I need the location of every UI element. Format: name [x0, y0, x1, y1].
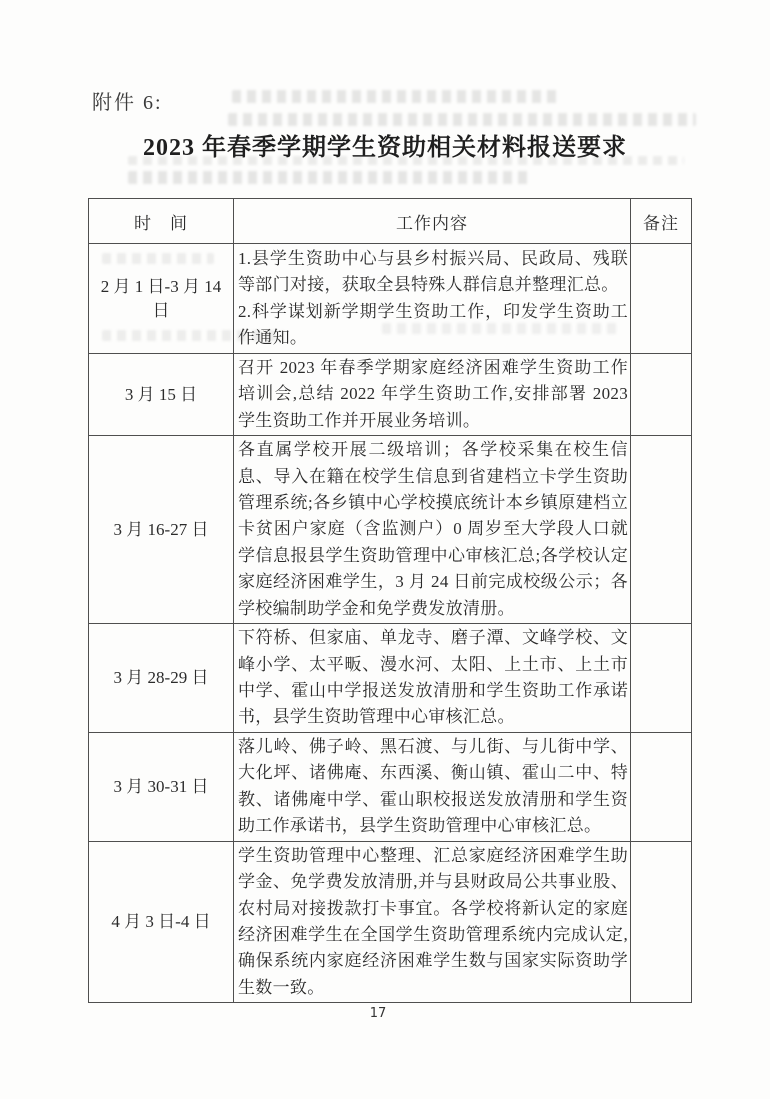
content-paragraph: 各直属学校开展二级培训；各学校采集在校生信息、导入在籍在校学生信息到省建档立卡学生资助管理系统;各乡镇中心学校摸底统计本乡镇原建档立卡贫困户家庭（含监测户）0 周岁至大学段人口就学信息报县学生资助管理中心审核汇总;各学校认定家庭经济困难学生，3 月 24 日前完成校级公示；各学校编制助学金和免学费发放清册。	[238, 440, 628, 618]
time-cell: 4 月 3 日-4 日	[89, 841, 234, 1002]
show-through-artifact	[128, 171, 530, 184]
requirements-table	[88, 198, 692, 1003]
header-remark: 备注	[631, 199, 692, 244]
remark-cell	[631, 436, 692, 624]
content-cell	[234, 244, 631, 354]
time-cell: 3 月 30-31 日	[89, 733, 234, 842]
table-row	[89, 733, 692, 842]
show-through-artifact	[232, 90, 562, 103]
remark-cell	[631, 354, 692, 436]
content-cell	[234, 733, 631, 842]
content-paragraph: 学生资助管理中心整理、汇总家庭经济困难学生助学金、免学费发放清册,并与县财政局公共事业股、农村局对接拨款打卡事宜。各学校将新认定的家庭经济困难学生在全国学生资助管理系统内完成认定,确保系统内家庭经济困难学生数与国家实际资助学生数一致。	[238, 845, 628, 997]
time-cell: 3 月 16-27 日	[89, 436, 234, 624]
remark-cell	[631, 733, 692, 842]
show-through-artifact	[128, 156, 684, 165]
content-cell	[234, 354, 631, 436]
table-row	[89, 624, 692, 733]
content-paragraph: 召开 2023 年春季学期家庭经济困难学生资助工作培训会,总结 2022 年学生资助工作,安排部署 2023 学生资助工作并开展业务培训。	[238, 358, 628, 430]
table-row	[89, 244, 692, 354]
content-paragraph: 落儿岭、佛子岭、黑石渡、与儿街、与儿街中学、大化坪、诸佛庵、东西溪、衡山镇、霍山二中、特教、诸佛庵中学、霍山职校报送发放清册和学生资助工作承诺书，县学生资助管理中心审核汇总。	[238, 737, 628, 836]
content-paragraph: 2.科学谋划新学期学生资助工作，印发学生资助工作通知。	[238, 301, 628, 347]
table-header-row	[89, 199, 692, 244]
remark-cell	[631, 841, 692, 1002]
content-cell	[234, 436, 631, 624]
table-row	[89, 436, 692, 624]
attachment-label: 附件 6:	[92, 92, 163, 114]
content-cell	[234, 624, 631, 733]
table-row	[89, 841, 692, 1002]
header-time: 时 间	[89, 199, 234, 244]
show-through-artifact	[228, 113, 696, 126]
header-content: 工作内容	[234, 199, 631, 244]
table-row	[89, 354, 692, 436]
time-cell: 2 月 1 日-3 月 14 日	[89, 244, 234, 354]
content-cell	[234, 841, 631, 1002]
content-paragraph: 1.县学生资助中心与县乡村振兴局、民政局、残联等部门对接，获取全县特殊人群信息并整理汇总。	[238, 248, 628, 295]
time-cell: 3 月 15 日	[89, 354, 234, 436]
remark-cell	[631, 624, 692, 733]
remark-cell	[631, 244, 692, 354]
content-paragraph: 下符桥、但家庙、单龙寺、磨子潭、文峰学校、文峰小学、太平畈、漫水河、太阳、上土市、上土市中学、霍山中学报送发放清册和学生资助工作承诺书，县学生资助管理中心审核汇总。	[238, 628, 628, 727]
page-number: 17	[369, 1006, 387, 1021]
time-cell: 3 月 28-29 日	[89, 624, 234, 733]
document-title: 2023 年春季学期学生资助相关材料报送要求	[143, 135, 627, 161]
